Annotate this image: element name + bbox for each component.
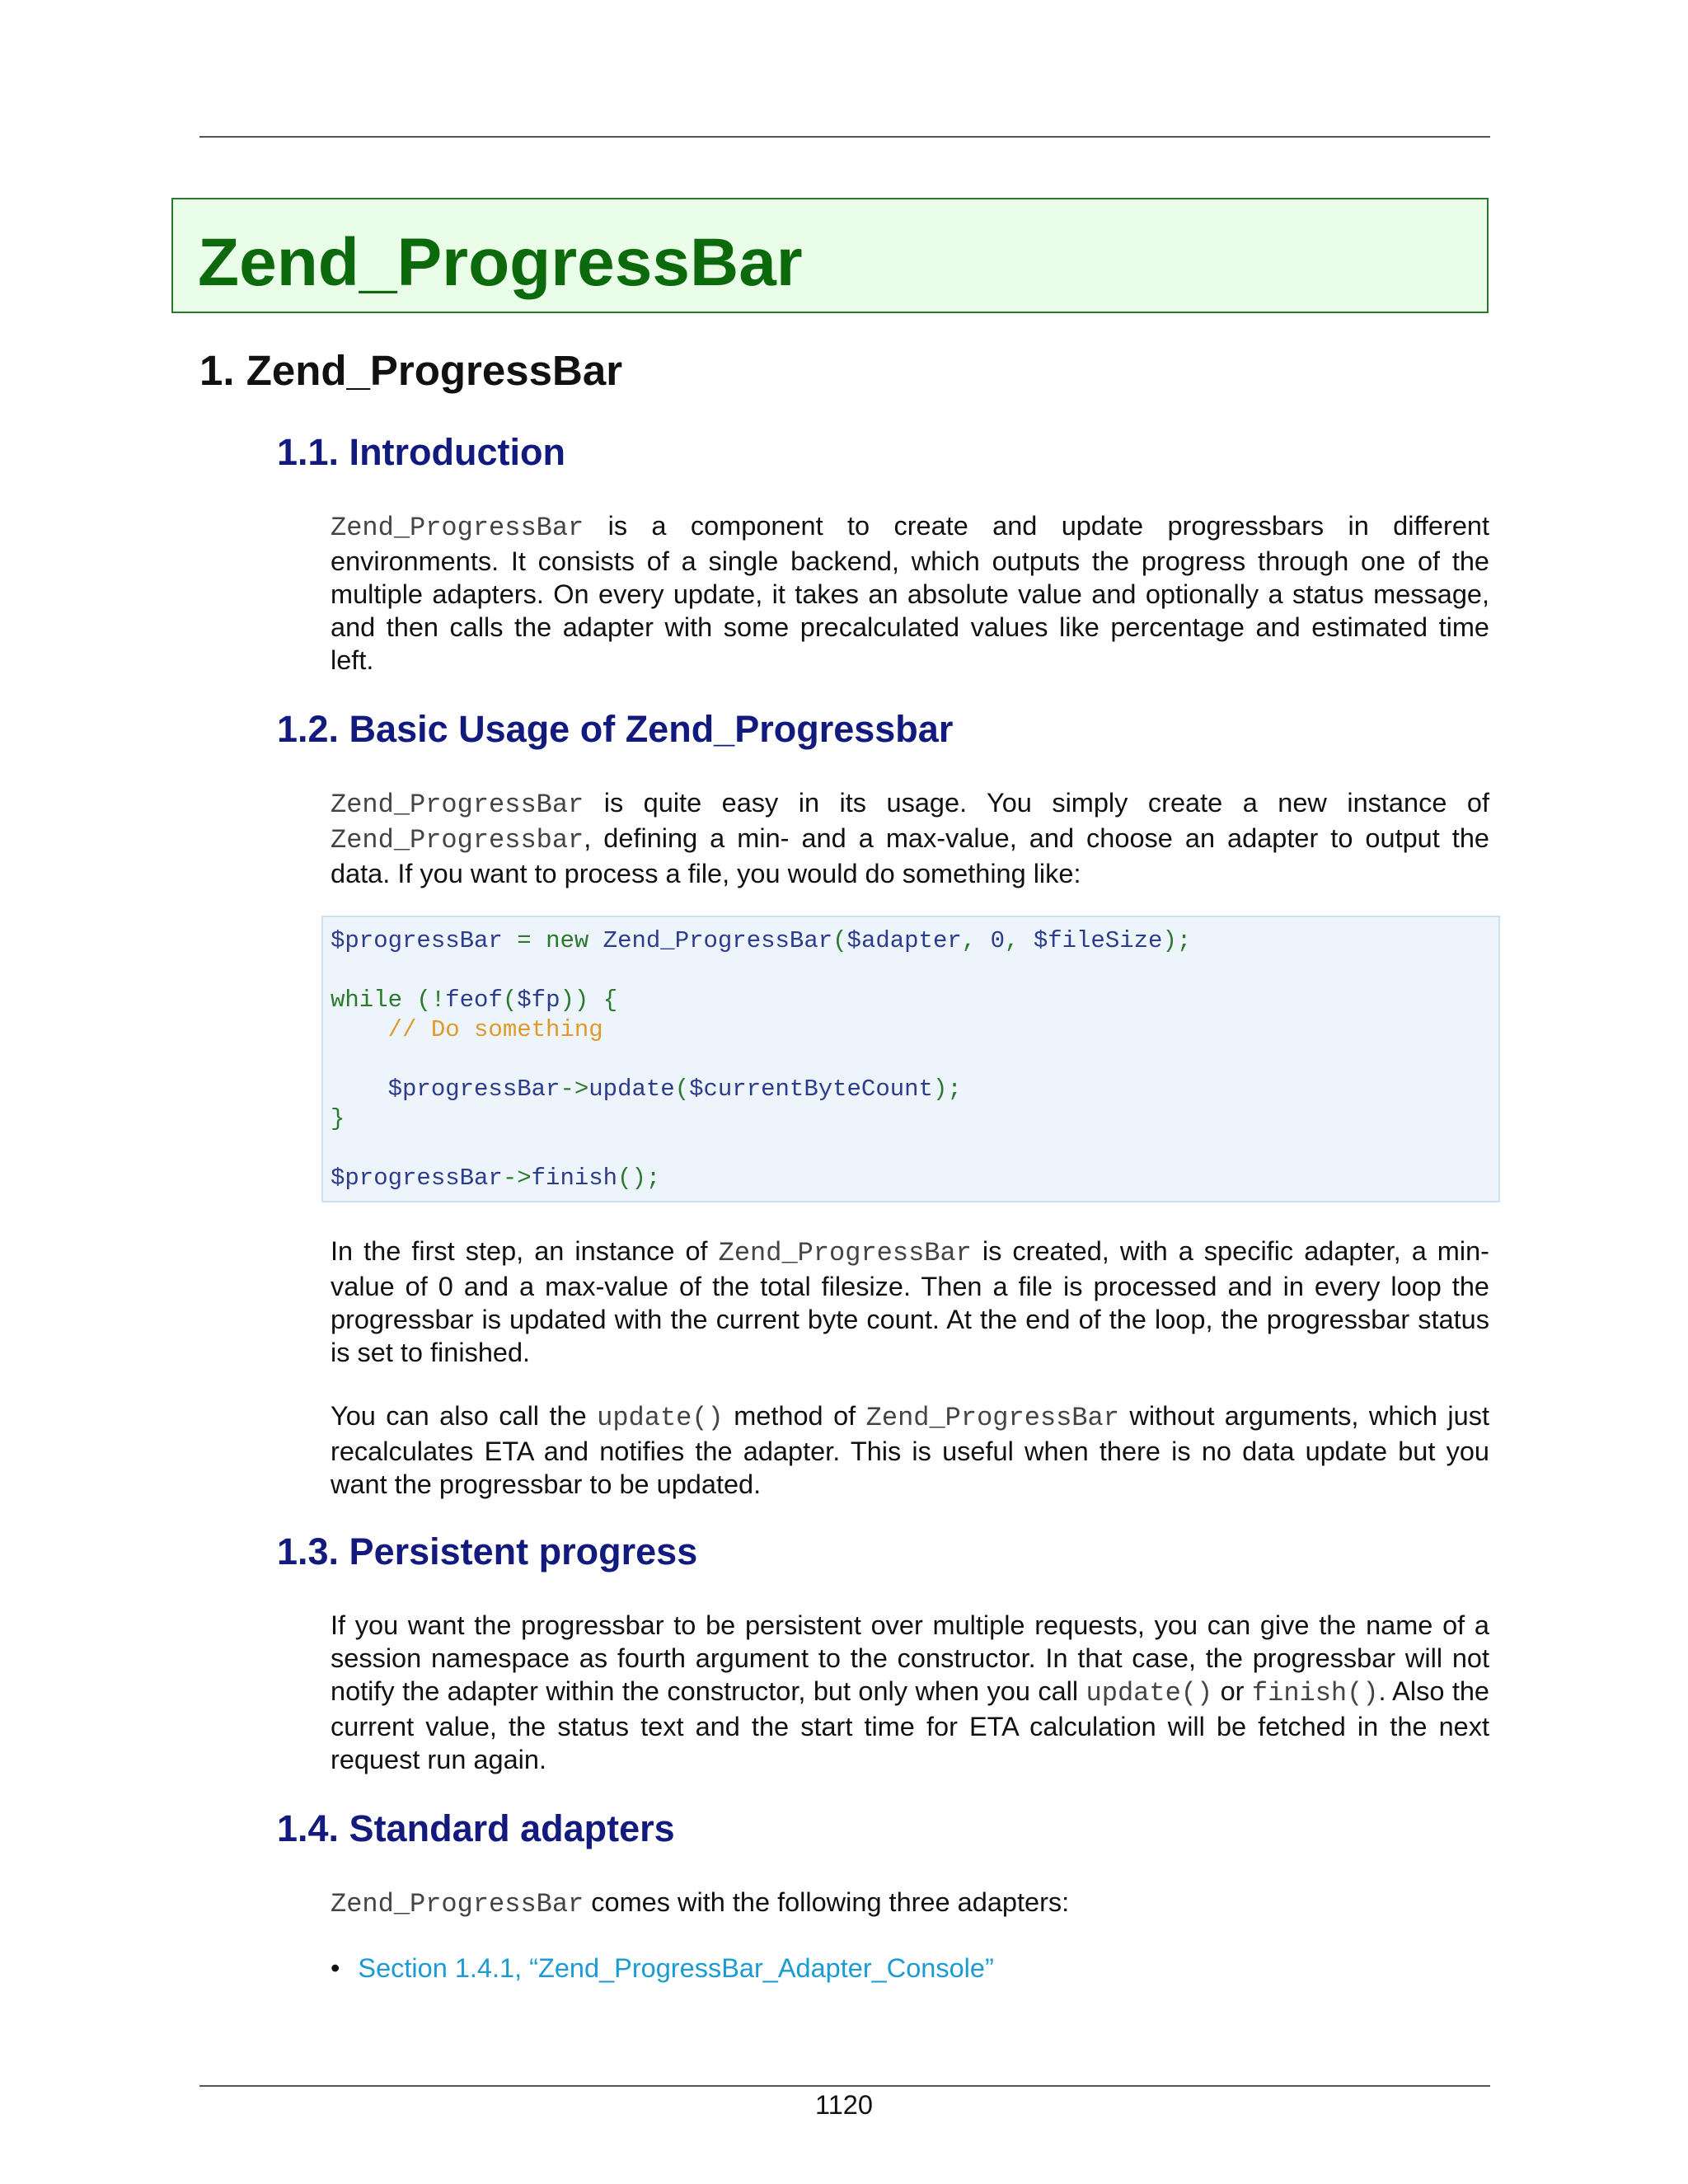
chapter-title: Zend_ProgressBar [198, 225, 803, 300]
list-item [331, 1952, 994, 1985]
subsection-title-basic-usage: 1.2. Basic Usage of Zend_Progressbar [277, 708, 954, 750]
section-title: 1. Zend_ProgressBar [199, 347, 623, 394]
code-line-2: while (!feof($fp)) { [331, 987, 618, 1014]
paragraph-text: In the first step, an instance of [331, 1236, 719, 1266]
paragraph-text: is created, with a specific adapter, a min-value of 0 and a max-value of the total filesize. Then a file is processed and in every loop the progressbar is updated with the current byte count. At the end of the loop, the progressbar status is set to finished. [331, 1236, 1490, 1367]
page-number: 1120 [815, 2090, 873, 2120]
paragraph-text: . Also the current value, the status text and the start time for ETA calculation will be fetched in the next request run again. [331, 1676, 1489, 1774]
paragraph-text: is a component to create and update progressbars in different environments. It consists of a single backend, which outputs the progress through one of the multiple adapters. On every update, it takes an absolute value and optionally a status message, and then calls the adapter with some precalculated values like percentage and estimated time left. [331, 511, 1489, 675]
footer-rule [199, 2085, 1490, 2087]
basic-usage-paragraph-1 [331, 786, 1489, 890]
code-line-1: $progressBar = new Zend_ProgressBar($adapter, 0, $fileSize); [331, 927, 1192, 954]
inline-code: Zend_ProgressBar [718, 1238, 972, 1268]
header-rule [199, 136, 1490, 138]
inline-code: update() [597, 1403, 724, 1433]
paragraph-text: , defining a min- and a max-value, and choose an adapter to output the data. If you want to process a file, you would do something like: [331, 823, 1489, 888]
paragraph-text: comes with the following three adapters: [584, 1887, 1070, 1917]
bullet-icon: • [331, 1953, 340, 1983]
subsection-title-standard-adapters: 1.4. Standard adapters [277, 1807, 675, 1849]
intro-paragraph [331, 509, 1489, 677]
code-line-5: } [331, 1105, 345, 1132]
inline-code: update() [1085, 1678, 1213, 1708]
code-line-4: $progressBar->update($currentByteCount); [331, 1076, 962, 1103]
code-listing [321, 916, 1500, 1202]
inline-code: finish() [1251, 1678, 1379, 1708]
inline-code: Zend_ProgressBar [865, 1403, 1119, 1433]
basic-usage-paragraph-3 [331, 1399, 1489, 1501]
paragraph-text: If you want the progressbar to be persistent over multiple requests, you can give the name of a session namespace as fourth argument to the constructor. In that case, the progressbar will not notify the adapter within the constructor, but only when you call [331, 1610, 1489, 1706]
paragraph-text: You can also call the [331, 1401, 598, 1431]
subsection-title-persistent-progress: 1.3. Persistent progress [277, 1530, 698, 1572]
console-adapter-link[interactable]: Section 1.4.1, “Zend_ProgressBar_Adapter_Console” [358, 1953, 994, 1983]
subsection-title-introduction: 1.1. Introduction [277, 431, 566, 473]
inline-code: Zend_ProgressBar [331, 513, 584, 543]
code-line-6: $progressBar->finish(); [331, 1165, 661, 1192]
basic-usage-paragraph-2 [331, 1235, 1489, 1369]
persistent-paragraph [331, 1609, 1489, 1776]
paragraph-text: or [1212, 1676, 1252, 1706]
paragraph-text: without arguments, which just recalculates ETA and notifies the adapter. This is useful when there is no data update but you want the progressbar to be updated. [331, 1401, 1489, 1499]
code-line-3: // Do something [331, 1016, 603, 1043]
paragraph-text: method of [723, 1401, 866, 1431]
inline-code: Zend_ProgressBar [331, 1889, 584, 1919]
inline-code: Zend_Progressbar [331, 825, 584, 855]
paragraph-text: is quite easy in its usage. You simply create a new instance of [584, 788, 1489, 818]
inline-code: Zend_ProgressBar [331, 790, 584, 820]
adapters-paragraph [331, 1886, 1489, 1921]
